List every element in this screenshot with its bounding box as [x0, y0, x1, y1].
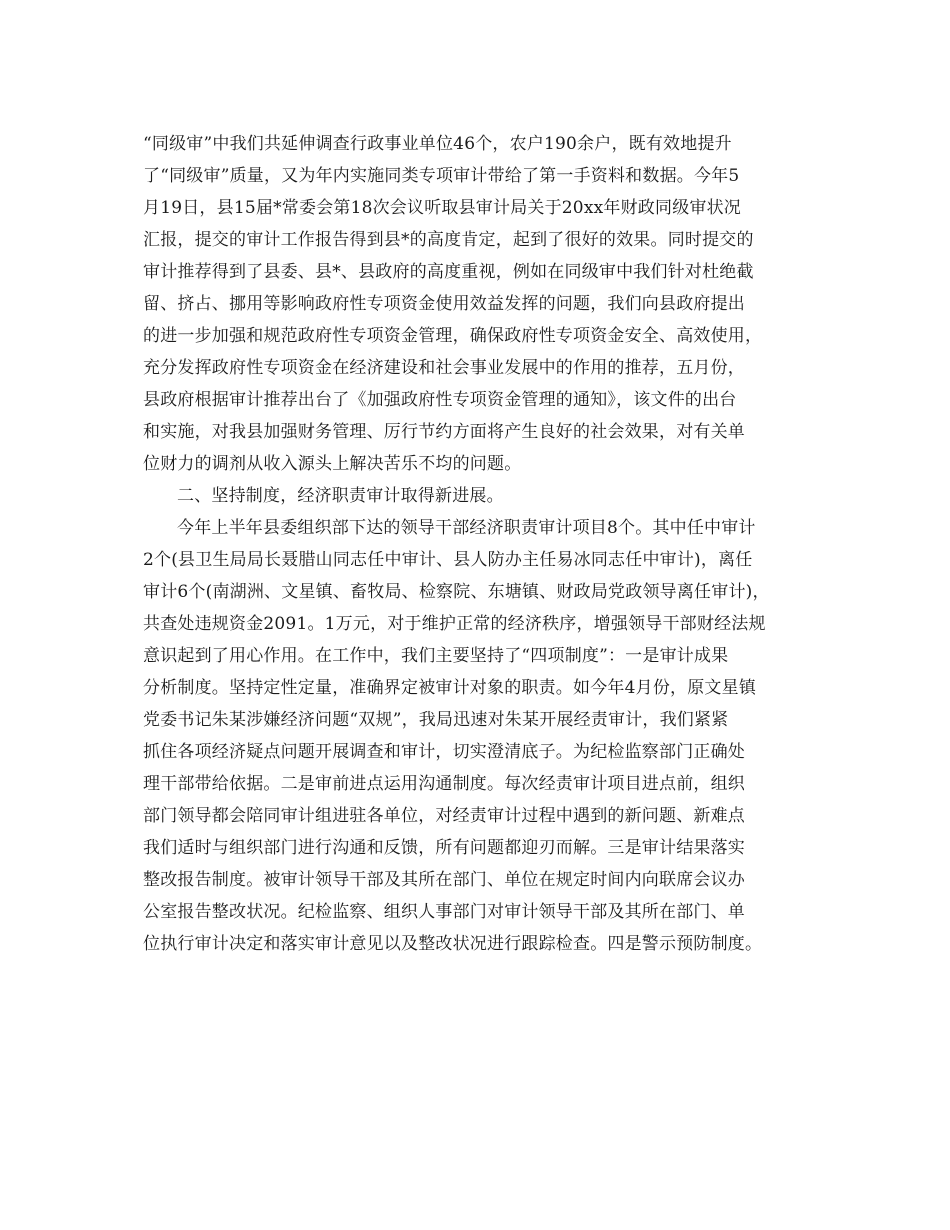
paragraph — [143, 480, 823, 512]
text-line: 审计6个(南湖洲、文星镇、畜牧局、检察院、东塘镇、财政局党政领导离任审计)， — [143, 582, 770, 602]
text-line: 二、坚持制度，经济职责审计取得新进展。 — [177, 486, 504, 506]
text-line: 分析制度。坚持定性定量，准确界定被审计对象的职责。如今年4月份，原文星镇 — [143, 678, 757, 698]
text-line: 县政府根据审计推荐出台了《加强政府性专项资金管理的通知》，该文件的出台 — [143, 390, 737, 410]
text-line: 部门领导都会陪同审计组进驻各单位，对经责审计过程中遇到的新问题、新难点 — [143, 806, 745, 826]
text-line: “同级审”中我们共延伸调查行政事业单位46个，农户190余户，既有效地提升 — [143, 134, 732, 154]
text-line: 月19日，县15届*常委会第18次会议听取县审计局关于20xx年财政同级审状况 — [143, 198, 742, 218]
text-line: 整改报告制度。被审计领导干部及其所在部门、单位在规定时间内向联席会议办 — [143, 870, 745, 890]
text-line: 理干部带给依据。二是审前进点运用沟通制度。每次经责审计项目进点前，组织 — [143, 774, 745, 794]
text-line: 了“同级审”质量，又为年内实施同类专项审计带给了第一手资料和数据。今年5 — [143, 166, 740, 186]
text-line: 党委书记朱某涉嫌经济问题“双规”，我局迅速对朱某开展经责审计，我们紧紧 — [143, 710, 729, 730]
text-line: 2个(县卫生局局长聂腊山同志任中审计、县人防办主任易冰同志任中审计)，离任 — [143, 550, 753, 570]
text-line: 位执行审计决定和落实审计意见以及整改状况进行跟踪检查。四是警示预防制度。 — [143, 934, 763, 954]
text-line: 意识起到了用心作用。在工作中，我们主要坚持了“四项制度”：一是审计成果 — [143, 646, 729, 666]
paragraph — [143, 512, 823, 544]
text-line: 共查处违规资金2091。1万元，对于维护正常的经济秩序，增强领导干部财经法规 — [143, 614, 766, 634]
text-line: 汇报，提交的审计工作报告得到县*的高度肯定，起到了很好的效果。同时提交的 — [143, 230, 754, 250]
text-line: 公室报告整改状况。纪检监察、组织人事部门对审计领导干部及其所在部门、单 — [143, 902, 745, 922]
paragraph — [143, 128, 823, 480]
text-line: 的进一步加强和规范政府性专项资金管理，确保政府性专项资金安全、高效使用， — [143, 326, 763, 346]
text-line: 充分发挥政府性专项资金在经济建设和社会事业发展中的作用的推荐，五月份， — [143, 358, 745, 378]
text-line: 和实施，对我县加强财务管理、厉行节约方面将产生良好的社会效果，对有关单 — [143, 422, 745, 442]
text-line: 我们适时与组织部门进行沟通和反馈，所有问题都迎刃而解。三是审计结果落实 — [143, 838, 745, 858]
text-line: 审计推荐得到了县委、县*、县政府的高度重视，例如在同级审中我们针对杜绝截 — [143, 262, 754, 282]
paragraph — [143, 544, 823, 960]
text-line: 抓住各项经济疑点问题开展调查和审计，切实澄清底子。为纪检监察部门正确处 — [143, 742, 745, 762]
text-line: 留、挤占、挪用等影响政府性专项资金使用效益发挥的问题，我们向县政府提出 — [143, 294, 745, 314]
document-body — [143, 128, 823, 960]
text-line: 今年上半年县委组织部下达的领导干部经济职责审计项目8个。其中任中审计 — [177, 518, 756, 538]
text-line: 位财力的调剂从收入源头上解决苦乐不均的问题。 — [143, 454, 522, 474]
